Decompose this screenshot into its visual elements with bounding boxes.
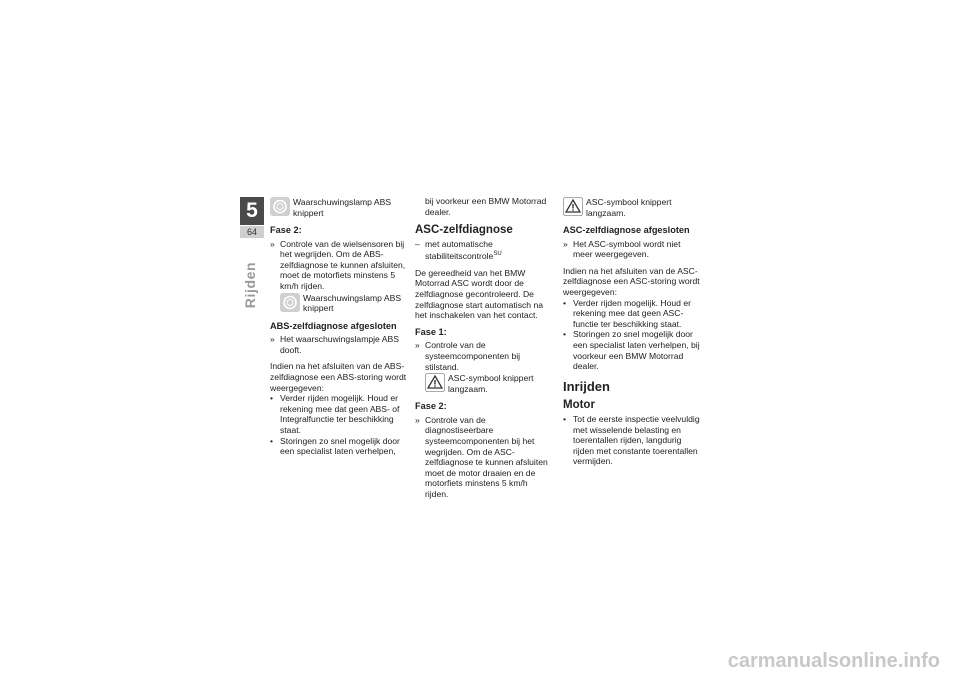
bullet-item: • Storingen zo snel mogelijk door een specialist laten verhelpen, bij voorkeur een BMW Motorrad dealer. — [563, 329, 700, 372]
asc-warning-icon — [425, 373, 445, 392]
asc-symbol-row — [425, 373, 553, 395]
paragraph: De gereedheid van het BMW Motorrad ASC wordt door de zelfdiagnose gecontroleerd. De zelfdiagnose start automatisch na het inschakelen van het contact. — [415, 267, 544, 321]
abs-warning-icon — [270, 197, 290, 216]
bullet-item: • Verder rijden mogelijk. Houd er rekening mee dat geen ABS- of Integralfunctie ter beschikking staat. — [270, 393, 400, 435]
column-3 — [563, 196, 701, 467]
list-item-text: Het ASC-symbool wordt niet meer weergegeven. — [573, 238, 681, 260]
motor-heading: Motor — [563, 399, 595, 412]
chapter-title: Rijden — [242, 261, 258, 309]
bullet-text: Verder rijden mogelijk. Houd er rekening mee dat geen ASC-functie ter beschikking staat. — [573, 297, 691, 329]
bullet-item: • Tot de eerste inspectie veelvuldig met wisselende belasting en toerentallen rijden, langdurig rijden met constante toerentallen vermijden. — [563, 413, 700, 467]
column-2 — [415, 196, 553, 500]
fase2-heading: Fase 2: — [415, 401, 447, 412]
bullet-text: Tot de eerste inspectie veelvuldig met wisselende belasting en toerentallen rijden, langdurig rijden met constante toerentallen vermijden. — [573, 413, 700, 467]
list-item-text: Controle van de systeemcomponenten bij stilstand. — [425, 340, 521, 372]
asc-symbol-text: ASC-symbool knippert langzaam. — [448, 373, 534, 394]
bullet-text: Storingen zo snel mogelijk door een specialist laten verhelpen, — [280, 435, 400, 457]
list-item-text: Controle van de wielsensoren bij het wegrijden. Om de ABS-zelfdiagnose te kunnen afsluiten, moet de motorfiets minstens 5 km/h rijden. — [280, 238, 406, 291]
asc-warning-icon — [563, 197, 583, 216]
inrijden-heading: Inrijden — [563, 378, 610, 394]
asc-symbol-row — [563, 197, 701, 219]
bullet-item: • Storingen zo snel mogelijk door een specialist laten verhelpen, — [270, 435, 400, 457]
list-item-text: Controle van de diagnostiseerbare systeemcomponenten bij het wegrijden. Om de ASC-zelfdiagnose te kunnen afsluiten moet de motor draaien en de motorfiets minstens 5 km/h rijden. — [425, 414, 548, 499]
abs-warning-row — [270, 197, 408, 219]
watermark: carmanualsonline.info — [727, 650, 940, 672]
abs-warning-icon — [280, 293, 300, 312]
asc-heading: ASC-zelfdiagnose — [415, 224, 513, 237]
paragraph: Indien na het afsluiten van de ASC-zelfdiagnose een ASC-storing wordt weergegeven: — [563, 265, 700, 297]
list-item-text: Het waarschuwingslampje ABS dooft. — [280, 334, 399, 355]
continued-text-content: bij voorkeur een BMW Motorrad dealer. — [425, 196, 547, 217]
fase1-heading: Fase 1: — [415, 326, 447, 337]
list-item: » Controle van de wielsensoren bij het wegrijden. Om de ABS-zelfdiagnose te kunnen afsluiten, moet de motorfiets minstens 5 km/h rijden. — [270, 238, 406, 291]
abs-warning-text: Waarschuwingslamp ABS knippert — [293, 197, 392, 218]
asc-end-heading: ASC-zelfdiagnose afgesloten — [563, 225, 690, 235]
chapter-number: 5 — [240, 197, 264, 225]
paragraph: Indien na het afsluiten van de ABS-zelfdiagnose een ABS-storing wordt weergegeven: — [270, 361, 407, 393]
list-item: » Controle van de diagnostiseerbare systeemcomponenten bij het wegrijden. Om de ASC-zelfdiagnose te kunnen afsluiten moet de motor draaien en de motorfiets minstens 5 km/h rijden. — [415, 414, 548, 499]
abs-end-heading: ABS-zelfdiagnose afgesloten — [270, 320, 397, 331]
dash-item-text: met automatische stabiliteitscontrole — [425, 238, 494, 262]
list-item: » Het waarschuwingslampje ABS dooft. — [270, 334, 399, 355]
abs-warning-text: Waarschuwingslamp ABS knippert — [303, 292, 402, 314]
bullet-text: Verder rijden mogelijk. Houd er rekening mee dat geen ABS- of Integralfunctie ter beschikking staat. — [280, 393, 400, 435]
bullet-item: • Verder rijden mogelijk. Houd er rekening mee dat geen ASC-functie ter beschikking staat. — [563, 297, 691, 329]
dash-item: – met automatische stabiliteitscontrole$^{SU}$ — [415, 238, 502, 262]
list-item: » Controle van de systeemcomponenten bij stilstand. — [415, 340, 521, 372]
column-1 — [270, 196, 408, 457]
continued-text — [415, 196, 553, 217]
fase2-heading: Fase 2: — [270, 225, 302, 235]
asc-symbol-text: ASC-symbool knippert langzaam. — [586, 197, 672, 218]
page-number: 64 — [240, 226, 264, 238]
dash-sup: SU — [493, 251, 502, 258]
abs-warning-row-2 — [280, 293, 408, 315]
list-item: » Het ASC-symbool wordt niet meer weergegeven. — [563, 238, 681, 260]
bullet-text: Storingen zo snel mogelijk door een specialist laten verhelpen, bij voorkeur een BMW Motorrad dealer. — [573, 329, 700, 372]
